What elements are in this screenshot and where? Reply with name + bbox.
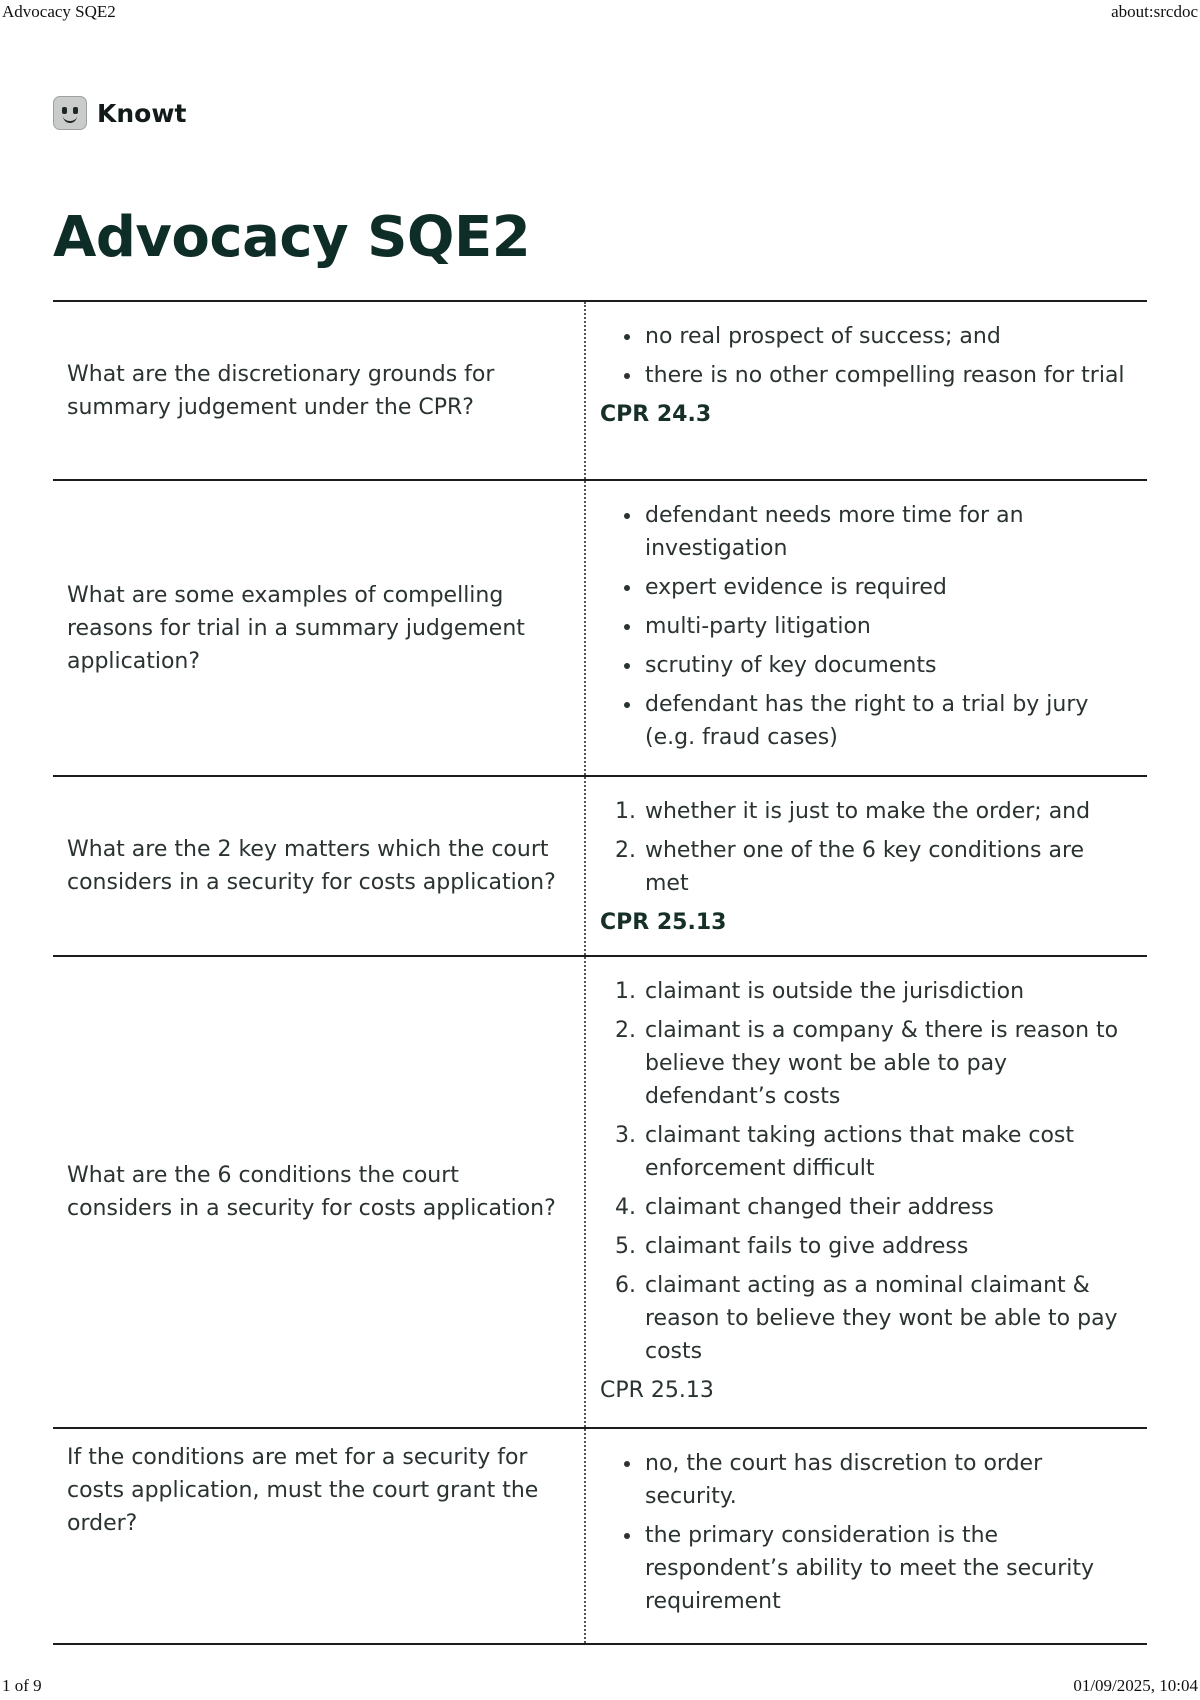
- list-item: 1. claimant is outside the jurisdiction: [643, 975, 1133, 1008]
- print-source: about:srcdoc: [1111, 2, 1198, 21]
- print-footer: [0, 1676, 1200, 1696]
- list-item: 2. whether one of the 6 key conditions are met: [643, 834, 1133, 900]
- list-item: • multi-party litigation: [643, 610, 1133, 643]
- cpr-reference: CPR 24.3: [600, 402, 712, 427]
- brand[interactable]: [53, 96, 186, 130]
- list-item: • there is no other compelling reason for trial: [643, 359, 1133, 392]
- definition-list: [600, 795, 1133, 900]
- flashcard-term: What are the discretionary grounds for summary judgement under the CPR?: [53, 301, 585, 480]
- definition-list: [600, 975, 1133, 1368]
- print-datetime: 01/09/2025, 10:04: [1073, 1676, 1198, 1695]
- list-item: • defendant needs more time for an investigation: [643, 499, 1133, 565]
- list-item: • scrutiny of key documents: [643, 649, 1133, 682]
- flashcard-row: [53, 1428, 1147, 1644]
- list-item: 3. claimant taking actions that make cost enforcement difficult: [643, 1119, 1133, 1185]
- flashcard-definition: [585, 301, 1147, 480]
- list-item: • expert evidence is required: [643, 571, 1133, 604]
- list-item: • no, the court has discretion to order security.: [643, 1447, 1133, 1513]
- flashcard-definition: [585, 1428, 1147, 1644]
- list-item: 5. claimant fails to give address: [643, 1230, 1133, 1263]
- flashcard-term: What are the 6 conditions the court considers in a security for costs application?: [53, 956, 585, 1428]
- print-header: [0, 2, 1200, 22]
- flashcard-definition: [585, 776, 1147, 956]
- list-item: 2. claimant is a company & there is reason to believe they wont be able to pay defendant’s costs: [643, 1014, 1133, 1113]
- flashcard-row: [53, 480, 1147, 776]
- list-item: • the primary consideration is the respondent’s ability to meet the security requirement: [643, 1519, 1133, 1618]
- flashcard-table: [53, 300, 1147, 1645]
- list-item: 6. claimant acting as a nominal claimant & reason to believe they wont be able to pay costs: [643, 1269, 1133, 1368]
- flashcard-row: [53, 301, 1147, 480]
- list-item: • no real prospect of success; and: [643, 320, 1133, 353]
- flashcard-term: What are some examples of compelling reasons for trial in a summary judgement application?: [53, 480, 585, 776]
- print-title: Advocacy SQE2: [2, 2, 116, 21]
- cpr-reference: CPR 25.13: [600, 910, 727, 935]
- cpr-reference: CPR 25.13: [600, 1378, 714, 1403]
- list-item: • defendant has the right to a trial by jury (e.g. fraud cases): [643, 688, 1133, 754]
- definition-list: [600, 1447, 1133, 1618]
- definition-list: [600, 499, 1133, 754]
- page-title: Advocacy SQE2: [53, 205, 531, 270]
- flashcard-row: [53, 776, 1147, 956]
- definition-list: [600, 320, 1133, 392]
- list-item: 4. claimant changed their address: [643, 1191, 1133, 1224]
- knowt-face-icon: [53, 96, 87, 130]
- brand-name: Knowt: [97, 98, 187, 128]
- flashcard-row: [53, 956, 1147, 1428]
- flashcard-term: What are the 2 key matters which the court considers in a security for costs application?: [53, 776, 585, 956]
- list-item: 1. whether it is just to make the order; and: [643, 795, 1133, 828]
- flashcard-definition: [585, 480, 1147, 776]
- flashcard-term: If the conditions are met for a security for costs application, must the court grant the order?: [53, 1428, 585, 1644]
- flashcard-definition: [585, 956, 1147, 1428]
- page-number: 1 of 9: [2, 1676, 42, 1695]
